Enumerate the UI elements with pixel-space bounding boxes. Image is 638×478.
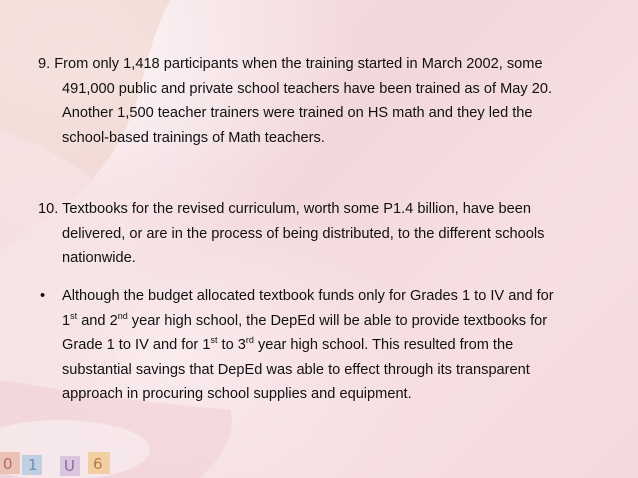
text-line: substantial savings that DepEd was able to effect through its transparent <box>62 361 530 378</box>
text-line: approach in procuring school supplies and equipment. <box>62 386 412 402</box>
text-line: delivered, or are in the process of being distributed, to the different schools <box>62 225 545 242</box>
svg-text:6: 6 <box>93 455 103 473</box>
text-line: Grade 1 to IV and for 1st to 3rd year high school. This resulted from the <box>62 335 514 353</box>
text-line: 9. From only 1,418 participants when the training started in March 2002, some <box>38 56 543 72</box>
svg-text:1: 1 <box>28 456 38 474</box>
text-line: Another 1,500 teacher trainers were trained on HS math and they led the <box>62 105 533 121</box>
list-item <box>38 197 608 271</box>
svg-text:U: U <box>64 457 75 475</box>
list-item <box>38 52 608 150</box>
text-line: Although the budget allocated textbook funds only for Grades 1 to IV and for <box>62 288 554 304</box>
text-line: 1st and 2nd year high school, the DepEd will be able to provide textbooks for <box>62 310 548 329</box>
text-line: 491,000 public and private school teachers have been trained as of May 20. <box>62 80 553 97</box>
text-line: school-based trainings of Math teachers. <box>62 129 325 146</box>
bullet-icon: • <box>40 288 46 304</box>
bullet-item <box>38 284 608 407</box>
svg-text:0: 0 <box>3 455 13 473</box>
text-line: nationwide. <box>62 250 136 266</box>
text-line: 10. Textbooks for the revised curriculum, worth some P1.4 billion, have been <box>38 201 531 217</box>
